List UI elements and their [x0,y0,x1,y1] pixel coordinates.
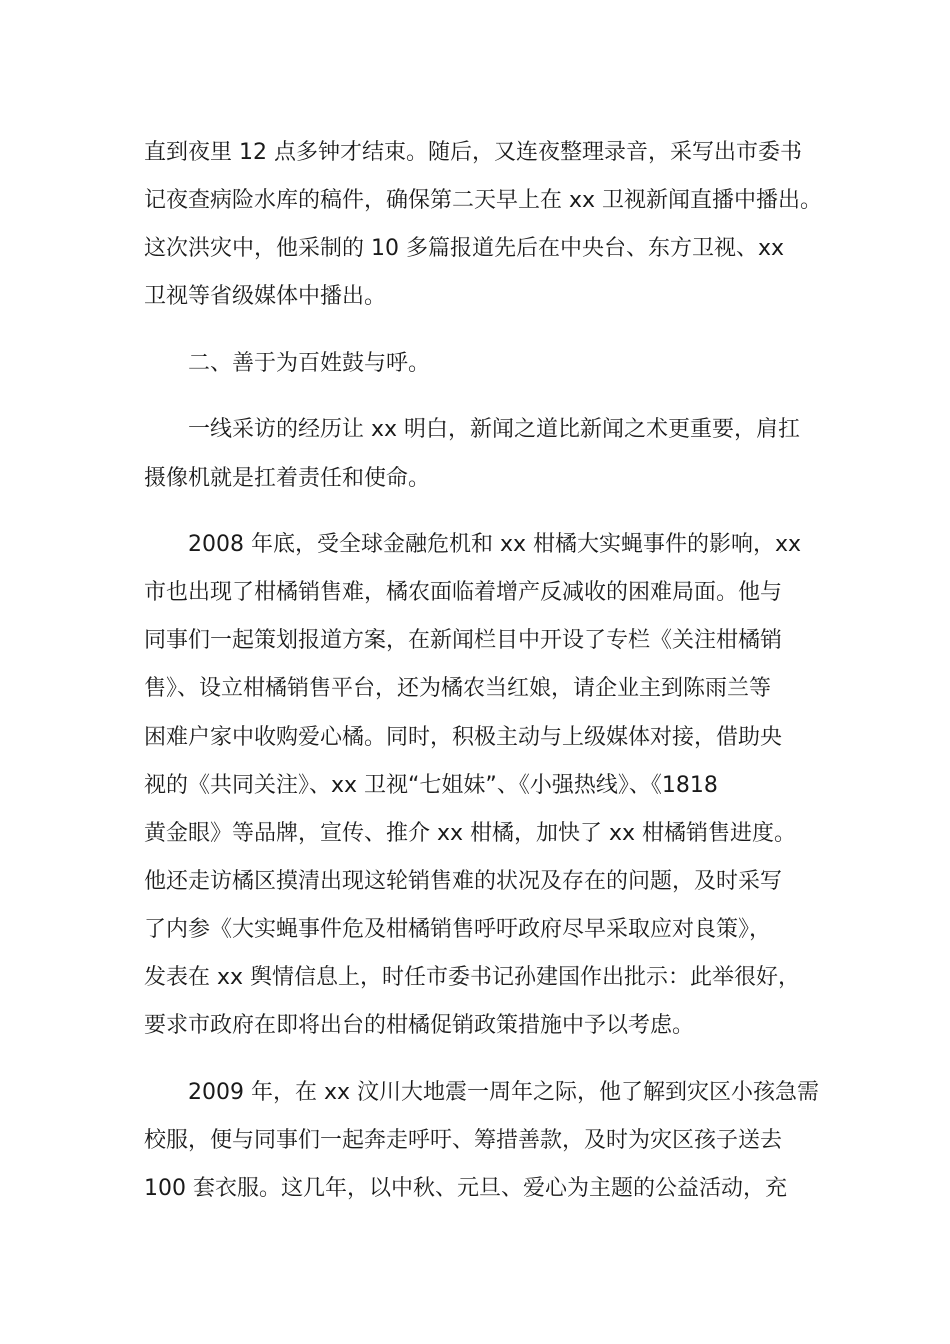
text-line: 100 套衣服。这几年，以中秋、元旦、爱心为主题的公益活动，充 [144,1175,787,1201]
paragraph-frontline [144,406,814,502]
section-heading: 二、善于为百姓鼓与呼。 [144,350,431,376]
text-line: 黄金眼》等品牌，宣传、推介 xx 柑橘，加快了 xx 柑橘销售进度。 [144,820,797,846]
text-line: 直到夜里 12 点多钟才结束。随后，又连夜整理录音，采写出市委书 [144,140,802,165]
text-line: 售》、设立柑橘销售平台，还为橘农当红娘，请企业主到陈雨兰等 [144,676,772,702]
text-line: 视的《共同关注》、xx 卫视“七姐妹”、《小强热线》、《1818 [144,772,718,798]
text-line: 摄像机就是扛着责任和使命。 [144,465,431,491]
paragraph-citrus-2008 [144,521,814,1050]
paragraph-flood-coverage [144,129,823,321]
text-line: 困难户家中收购爱心橘。同时，积极主动与上级媒体对接，借助央 [144,724,783,750]
text-line: 市也出现了柑橘销售难，橘农面临着增产反减收的困难局面。他与 [144,580,783,606]
text-line: 发表在 xx 舆情信息上，时任市委书记孙建国作出批示：此举很好， [144,965,801,990]
text-line: 这次洪灾中，他采制的 10 多篇报道先后在中央台、东方卫视、xx [144,236,785,262]
text-line: 要求市政府在即将出台的柑橘促销政策措施中予以考虑。 [144,1013,695,1039]
section-heading-two [144,340,814,388]
text-line: 他还走访橘区摸清出现这轮销售难的状况及存在的问题，及时采写 [144,868,783,894]
text-line: 卫视等省级媒体中播出。 [144,284,387,310]
text-line: 记夜查病险水库的稿件，确保第二天早上在 xx 卫视新闻直播中播出。 [144,188,823,214]
document-body [144,129,823,1231]
text-line: 2008 年底，受全球金融危机和 xx 柑橘大实蝇事件的影响，xx [144,532,802,558]
text-line: 2009 年，在 xx 汶川大地震一周年之际，他了解到灾区小孩急需 [144,1079,820,1105]
text-line: 了内参《大实蝇事件危及柑橘销售呼吁政府尽早采取应对良策》， [144,916,772,942]
text-line: 同事们一起策划报道方案，在新闻栏目中开设了专栏《关注柑橘销 [144,628,783,654]
text-line: 一线采访的经历让 xx 明白，新闻之道比新闻之术更重要，肩扛 [144,417,801,443]
paragraph-earthquake-2009 [144,1069,820,1213]
text-line: 校服，便与同事们一起奔走呼吁、筹措善款，及时为灾区孩子送去 [144,1127,783,1153]
